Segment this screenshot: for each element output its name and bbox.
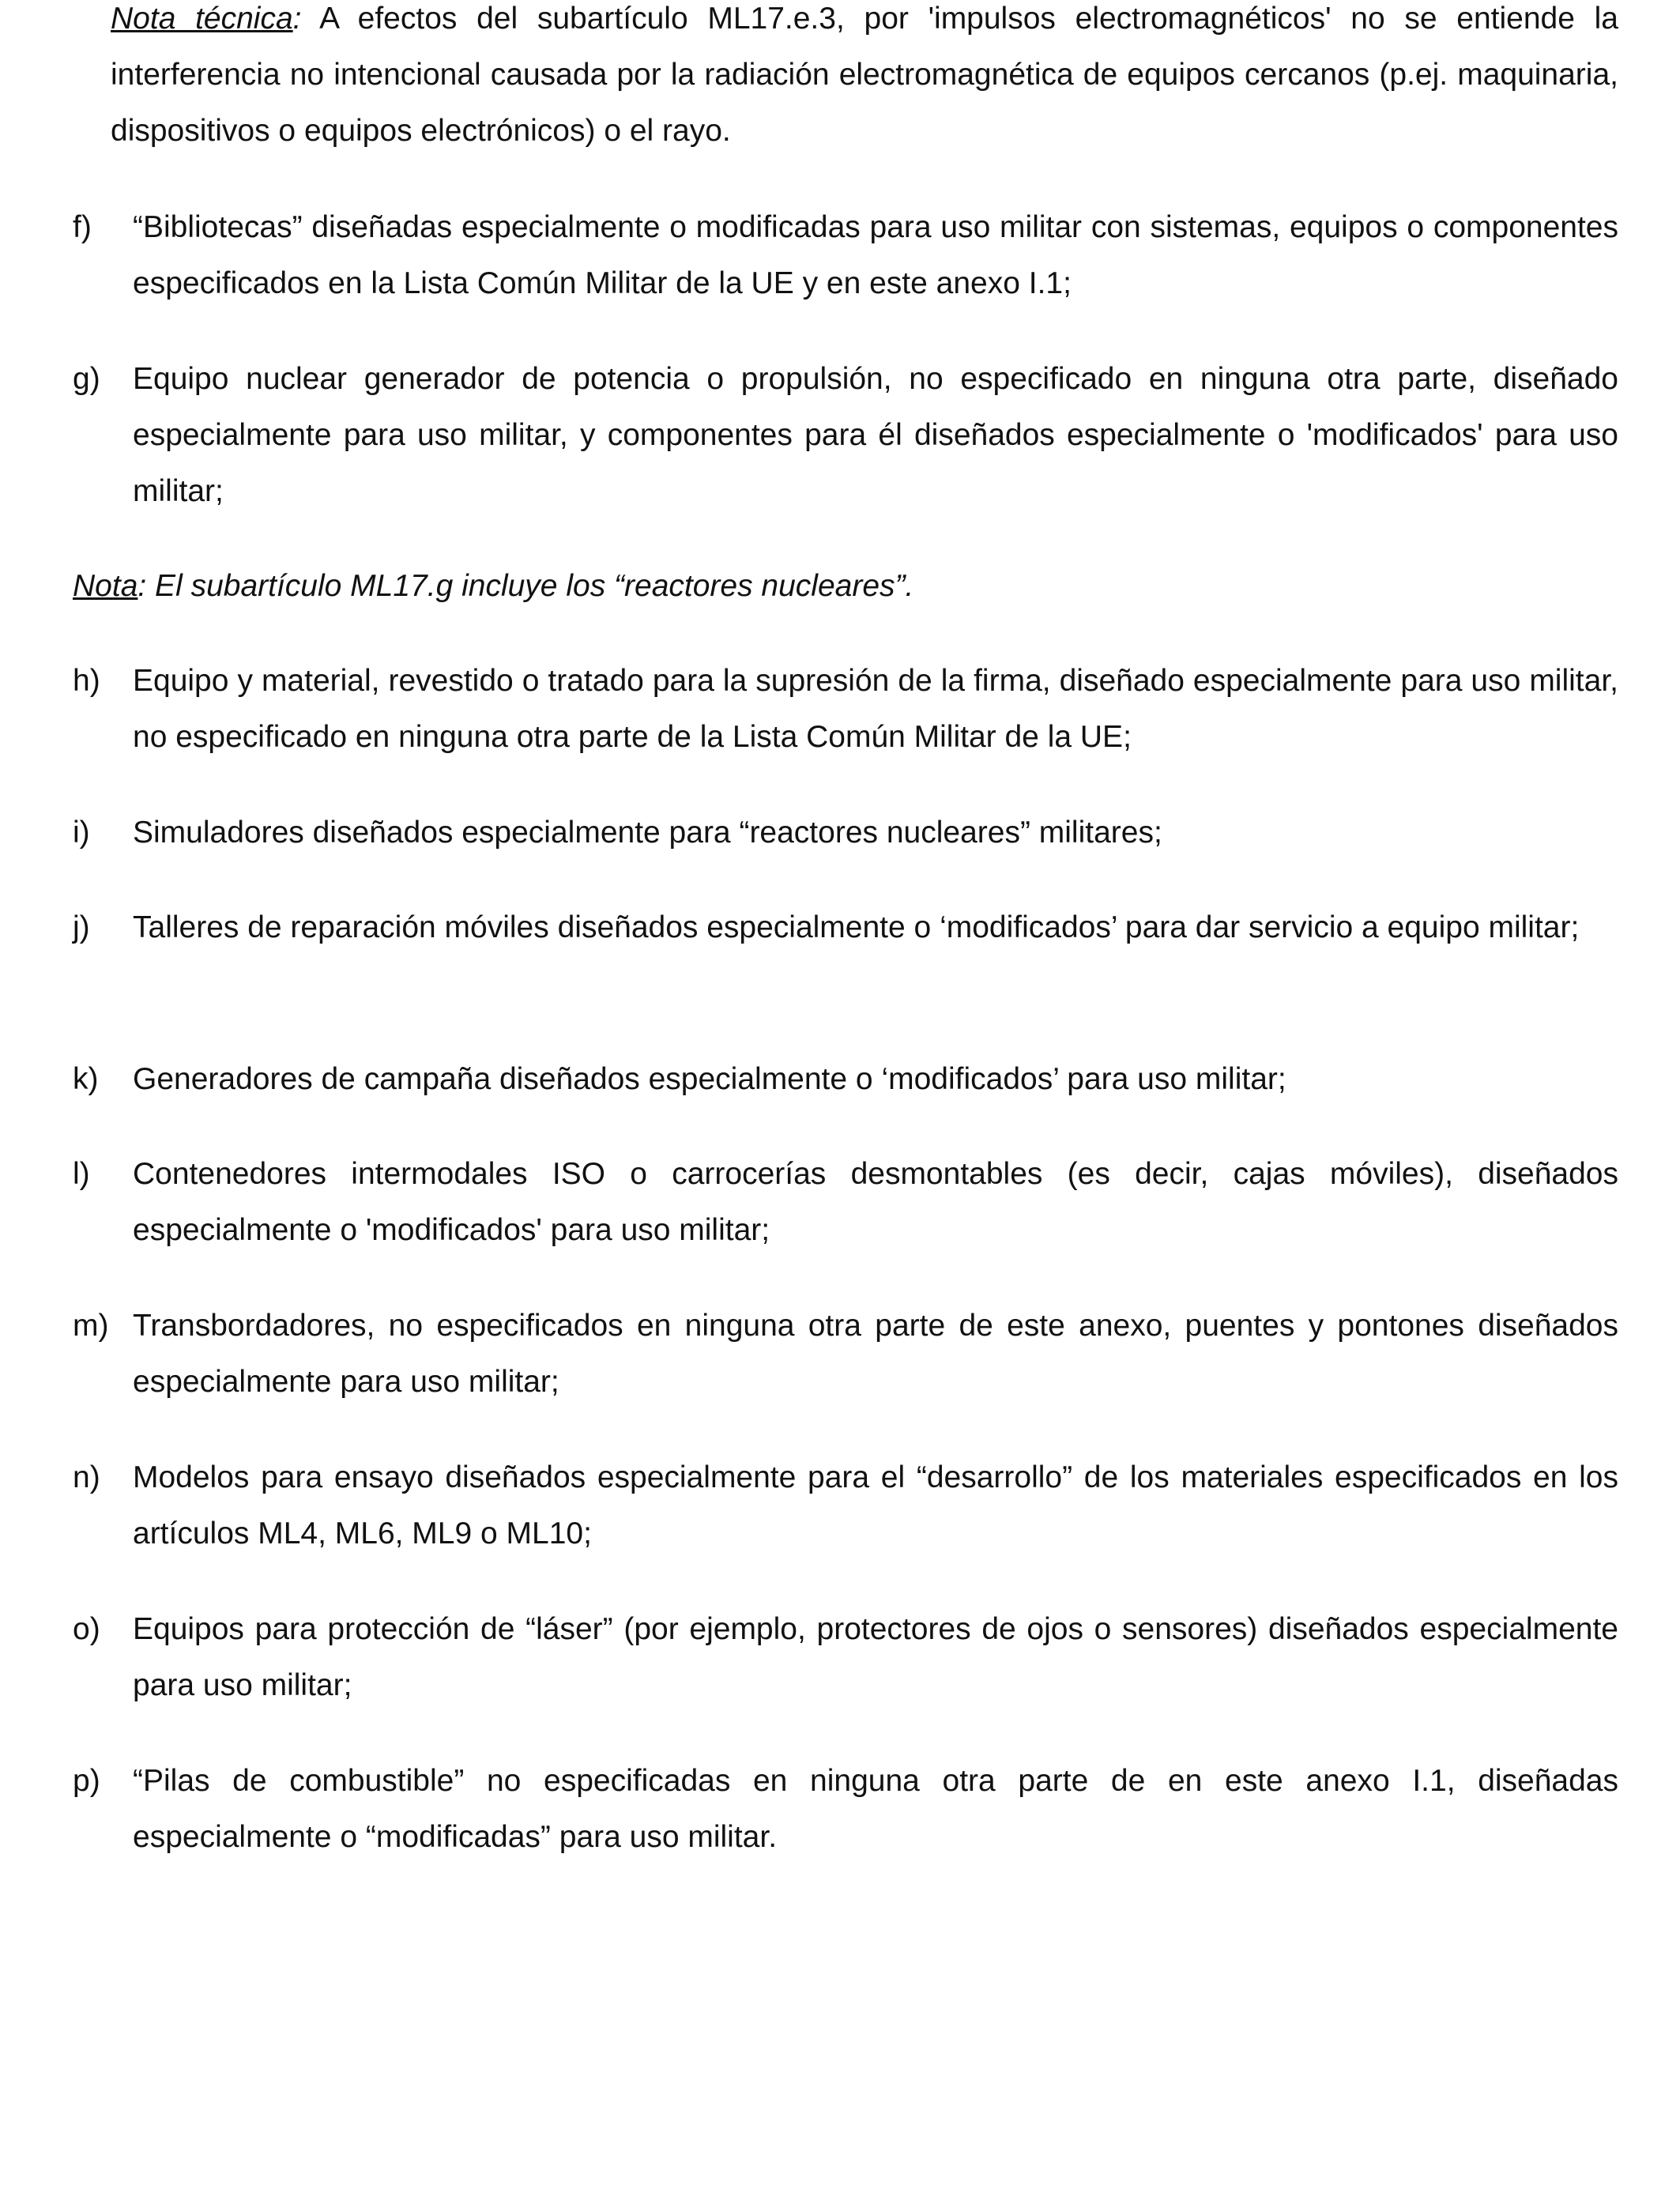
list-item-text: Equipo y material, revestido o tratado para la supresión de la firma, diseñado especialmente para uso militar, no especificado en ninguna otra parte de la Lista Común Militar de la UE; <box>133 664 1618 754</box>
list-item-text: “Pilas de combustible” no especificadas en ninguna otra parte de en este anexo I.1, diseñadas especialmente o “modificadas” para uso militar. <box>133 1764 1618 1854</box>
technical-note <box>111 0 1618 159</box>
list-item-marker: k) <box>73 1062 99 1096</box>
list-item-text: Contenedores intermodales ISO o carrocerías desmontables (es decir, cajas móviles), diseñados especialmente o 'modificados' para uso militar; <box>133 1157 1618 1247</box>
list-item-text: Talleres de reparación móviles diseñados especialmente o ‘modificados’ para dar servicio a equipo militar; <box>133 910 1580 944</box>
note-label: Nota <box>73 569 138 603</box>
list-item-marker: f) <box>73 210 92 244</box>
technical-note-label: Nota técnica <box>111 2 293 36</box>
list-item-marker: o) <box>73 1612 100 1646</box>
list-item-text: Equipos para protección de “láser” (por ejemplo, protectores de ojos o sensores) diseñados especialmente para uso militar; <box>133 1612 1618 1702</box>
list-item-marker: i) <box>73 816 90 850</box>
technical-note-text: A efectos del subartículo ML17.e.3, por 'impulsos electromagnéticos' no se entiende la interferencia no intencional causada por la radiación electromagnética de equipos cercanos (p.ej. maquinaria, dispositivos o equipos electrónicos) o el rayo. <box>111 2 1618 148</box>
list-item-text: Generadores de campaña diseñados especialmente o ‘modificados’ para uso militar; <box>133 1062 1286 1096</box>
list-item-text: Modelos para ensayo diseñados especialmente para el “desarrollo” de los materiales especificados en los artículos ML4, ML6, ML9 o ML10; <box>133 1460 1618 1551</box>
list-item-text: Transbordadores, no especificados en ninguna otra parte de este anexo, puentes y pontones diseñados especialmente para uso militar; <box>133 1309 1618 1399</box>
list-item-marker: h) <box>73 664 100 698</box>
list-item-marker: m) <box>73 1309 109 1343</box>
list-item-text: “Bibliotecas” diseñadas especialmente o modificadas para uso militar con sistemas, equipos o componentes especificados en la Lista Común Militar de la UE y en este anexo I.1; <box>133 210 1618 300</box>
list-item-marker: p) <box>73 1764 100 1798</box>
list-item-marker: l) <box>73 1157 90 1191</box>
technical-note-colon: : <box>292 2 302 36</box>
list-item-marker: j) <box>73 910 90 944</box>
note-text: : El subartículo ML17.g incluye los “reactores nucleares”. <box>137 569 914 603</box>
note-ml17g <box>73 558 1618 614</box>
list-item-marker: n) <box>73 1460 100 1494</box>
list-item-text: Equipo nuclear generador de potencia o propulsión, no especificado en ninguna otra parte, diseñado especialmente para uso militar, y componentes para él diseñados especialmente o 'modificados' para uso militar; <box>133 362 1618 508</box>
list-item-marker: g) <box>73 362 100 396</box>
list-item-text: Simuladores diseñados especialmente para “reactores nucleares” militares; <box>133 816 1162 850</box>
